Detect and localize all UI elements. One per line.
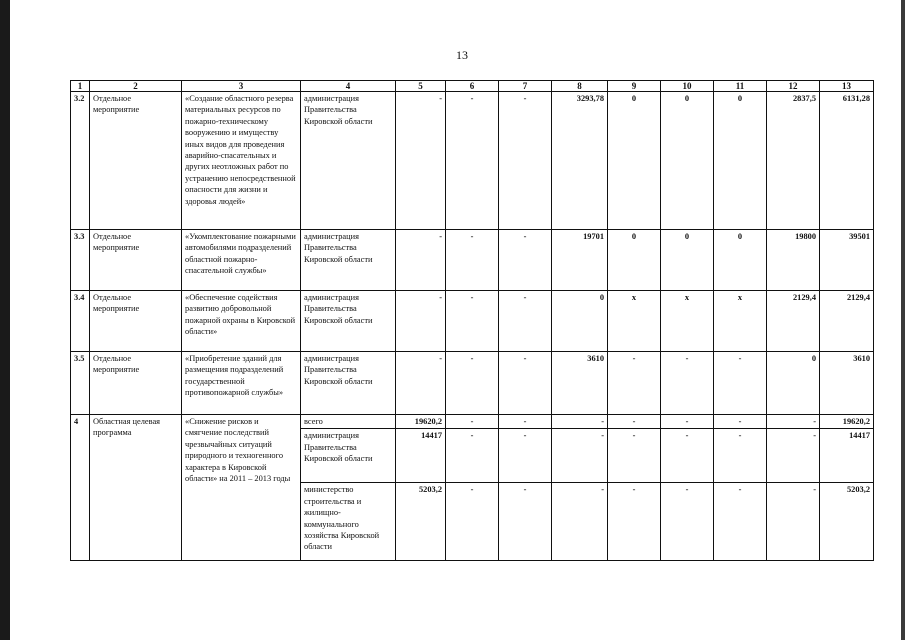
value-col-9: - (608, 352, 661, 415)
value-col-7: - (499, 429, 552, 483)
value-col-12: - (767, 415, 820, 429)
value-col-7: - (499, 92, 552, 230)
value-col-12: - (767, 429, 820, 483)
value-col-7: - (499, 483, 552, 561)
header-col-4: 4 (301, 81, 396, 92)
value-col-6: - (446, 352, 499, 415)
value-col-11: - (714, 483, 767, 561)
header-row (71, 81, 874, 92)
value-col-5: - (396, 230, 446, 291)
program-row (71, 415, 874, 429)
header-col-5: 5 (396, 81, 446, 92)
row-executor: администрация Правительства Кировской области (301, 230, 396, 291)
header-col-13: 13 (820, 81, 874, 92)
value-col-12: 2837,5 (767, 92, 820, 230)
row-executor: администрация Правительства Кировской области (301, 291, 396, 352)
value-col-10: - (661, 483, 714, 561)
value-col-6: - (446, 415, 499, 429)
value-col-11: 0 (714, 230, 767, 291)
header-col-8: 8 (552, 81, 608, 92)
value-col-13: 19620,2 (820, 415, 874, 429)
value-col-9: - (608, 483, 661, 561)
header-col-9: 9 (608, 81, 661, 92)
header-col-1: 1 (71, 81, 90, 92)
value-col-8: 19701 (552, 230, 608, 291)
program-executor: всего (301, 415, 396, 429)
row-name: «Укомплектование пожарными автомобилями подразделений областной пожарно-спасательной службы» (182, 230, 301, 291)
value-col-11: - (714, 352, 767, 415)
value-col-9: 0 (608, 230, 661, 291)
table-row (71, 230, 874, 291)
value-col-10: 0 (661, 230, 714, 291)
value-col-11: - (714, 429, 767, 483)
value-col-12: 0 (767, 352, 820, 415)
row-name: «Приобретение зданий для размещения подразделений государственной противопожарной службы» (182, 352, 301, 415)
value-col-13: 39501 (820, 230, 874, 291)
value-col-13: 6131,28 (820, 92, 874, 230)
header-col-7: 7 (499, 81, 552, 92)
header-col-10: 10 (661, 81, 714, 92)
header-col-3: 3 (182, 81, 301, 92)
value-col-5: 14417 (396, 429, 446, 483)
value-col-8: 0 (552, 291, 608, 352)
value-col-11: 0 (714, 92, 767, 230)
value-col-7: - (499, 230, 552, 291)
row-number: 3.3 (71, 230, 90, 291)
header-col-2: 2 (90, 81, 182, 92)
value-col-5: - (396, 92, 446, 230)
table-row (71, 92, 874, 230)
header-col-12: 12 (767, 81, 820, 92)
page-number: 13 (456, 48, 468, 62)
value-col-8: 3610 (552, 352, 608, 415)
row-type: Отдельное мероприятие (90, 352, 182, 415)
budget-table (70, 80, 874, 561)
program-name: «Снижение рисков и смягчение последствий чрезвычайных ситуаций природного и техногенного характера в Кировской области» на 2011 – 2013 годы (182, 415, 301, 561)
row-number: 3.2 (71, 92, 90, 230)
value-col-12: - (767, 483, 820, 561)
value-col-10: - (661, 429, 714, 483)
program-executor: администрация Правительства Кировской области (301, 429, 396, 483)
table-row (71, 291, 874, 352)
program-type: Областная целевая программа (90, 415, 182, 561)
value-col-10: 0 (661, 92, 714, 230)
row-type: Отдельное мероприятие (90, 291, 182, 352)
value-col-13: 3610 (820, 352, 874, 415)
row-number: 3.4 (71, 291, 90, 352)
value-col-5: - (396, 291, 446, 352)
value-col-13: 2129,4 (820, 291, 874, 352)
value-col-7: - (499, 291, 552, 352)
value-col-8: - (552, 415, 608, 429)
value-col-13: 14417 (820, 429, 874, 483)
value-col-9: - (608, 429, 661, 483)
value-col-7: - (499, 352, 552, 415)
row-type: Отдельное мероприятие (90, 92, 182, 230)
value-col-5: - (396, 352, 446, 415)
value-col-12: 2129,4 (767, 291, 820, 352)
row-executor: администрация Правительства Кировской области (301, 92, 396, 230)
program-executor: министерство строительства и жилищно-коммунального хозяйства Кировской области (301, 483, 396, 561)
value-col-9: x (608, 291, 661, 352)
value-col-8: - (552, 429, 608, 483)
value-col-13: 5203,2 (820, 483, 874, 561)
value-col-8: - (552, 483, 608, 561)
row-type: Отдельное мероприятие (90, 230, 182, 291)
value-col-6: - (446, 230, 499, 291)
value-col-11: x (714, 291, 767, 352)
value-col-6: - (446, 92, 499, 230)
program-number: 4 (71, 415, 90, 561)
scan-edge-left (0, 0, 10, 640)
value-col-10: - (661, 415, 714, 429)
value-col-10: x (661, 291, 714, 352)
header-col-11: 11 (714, 81, 767, 92)
value-col-8: 3293,78 (552, 92, 608, 230)
value-col-10: - (661, 352, 714, 415)
value-col-7: - (499, 415, 552, 429)
value-col-6: - (446, 291, 499, 352)
row-number: 3.5 (71, 352, 90, 415)
row-executor: администрация Правительства Кировской области (301, 352, 396, 415)
value-col-12: 19800 (767, 230, 820, 291)
value-col-9: 0 (608, 92, 661, 230)
table-row (71, 352, 874, 415)
header-col-6: 6 (446, 81, 499, 92)
row-name: «Создание областного резерва материальных ресурсов по пожарно-техническому вооружению и имуществу иных видов для проведения аварийно-спасательных и других неотложных работ по устранению непосредственной опасности для жизни и здоровья людей» (182, 92, 301, 230)
value-col-5: 19620,2 (396, 415, 446, 429)
value-col-5: 5203,2 (396, 483, 446, 561)
value-col-6: - (446, 429, 499, 483)
value-col-9: - (608, 415, 661, 429)
row-name: «Обеспечение содействия развитию добровольной пожарной охраны в Кировской области» (182, 291, 301, 352)
scan-edge-right (901, 0, 905, 640)
value-col-11: - (714, 415, 767, 429)
value-col-6: - (446, 483, 499, 561)
